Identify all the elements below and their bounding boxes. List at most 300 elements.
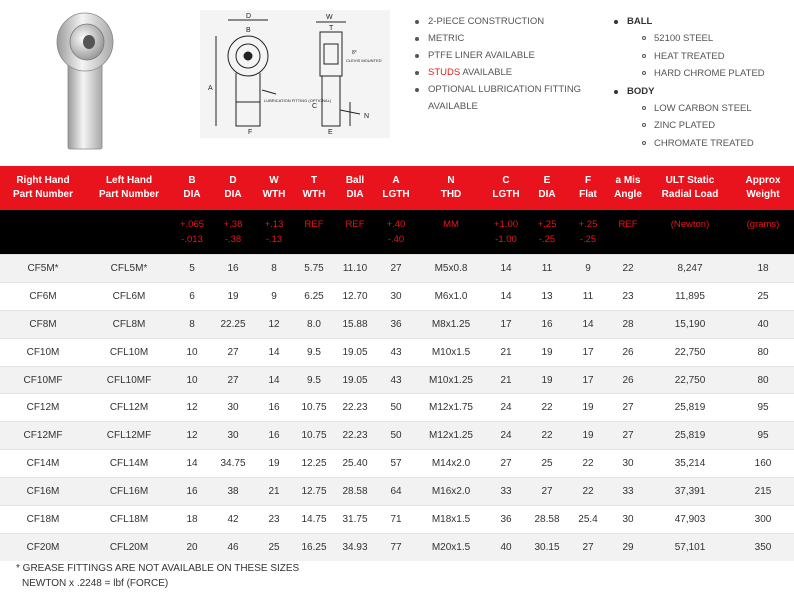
- tolerance-cell: [294, 210, 334, 255]
- table-cell: 22.25: [212, 310, 254, 338]
- table-cell: 43: [376, 338, 416, 366]
- table-cell: 30: [608, 450, 648, 478]
- table-cell: M12x1.75: [416, 394, 486, 422]
- table-row: [0, 533, 794, 560]
- feature-item: [413, 30, 613, 47]
- tolerance-line: -.40: [387, 234, 405, 245]
- drawing-label-w: W: [326, 14, 333, 21]
- table-cell: 23: [254, 506, 294, 534]
- tolerance-cell: [486, 210, 526, 255]
- right-hand-part-number: CF20M: [0, 533, 86, 560]
- column-header: [334, 166, 376, 210]
- table-cell: 18: [172, 506, 212, 534]
- spec-group-body: BODY: [612, 83, 772, 100]
- table-cell: 300: [732, 506, 794, 534]
- table-cell: 28: [608, 310, 648, 338]
- table-row: [0, 422, 794, 450]
- table-cell: 30: [608, 506, 648, 534]
- table-cell: 11,895: [648, 282, 732, 310]
- column-header-line: Radial Load: [661, 189, 719, 200]
- header-row: [0, 166, 794, 210]
- table-cell: 16.25: [294, 533, 334, 560]
- table-cell: 12: [172, 394, 212, 422]
- column-header-line: F: [584, 175, 592, 186]
- table-cell: 80: [732, 338, 794, 366]
- drawing-label-b: B: [246, 27, 251, 34]
- table-cell: 30: [376, 282, 416, 310]
- table-cell: 33: [486, 478, 526, 506]
- table-cell: 10: [172, 338, 212, 366]
- table-cell: 19: [254, 450, 294, 478]
- column-header: [212, 166, 254, 210]
- table-cell: 30.15: [526, 533, 568, 560]
- table-row: [0, 338, 794, 366]
- column-header: [86, 166, 172, 210]
- table-cell: 71: [376, 506, 416, 534]
- column-header-line: D: [229, 175, 237, 186]
- table-cell: 14: [254, 338, 294, 366]
- table-cell: 10.75: [294, 394, 334, 422]
- drawing-clevis-note: CLEVIS MOUNTED: [346, 58, 382, 63]
- table-cell: 22,750: [648, 366, 732, 394]
- table-cell: 15,190: [648, 310, 732, 338]
- right-hand-part-number: CF16M: [0, 478, 86, 506]
- tolerance-line: -.013: [181, 234, 203, 245]
- table-cell: 50: [376, 394, 416, 422]
- spec-item: 52100 STEEL: [612, 30, 772, 48]
- table-cell: 11: [568, 282, 608, 310]
- column-header-line: DIA: [224, 189, 242, 200]
- column-header-line: a Mis: [615, 175, 641, 186]
- tolerance-line: [732, 232, 794, 247]
- table-cell: 42: [212, 506, 254, 534]
- drawing-label-t: T: [329, 25, 334, 32]
- tolerance-row: [0, 210, 794, 255]
- spec-group-ball: BALL: [612, 13, 772, 30]
- table-cell: 18: [732, 255, 794, 283]
- column-header-line: Right Hand: [16, 175, 70, 186]
- column-header-line: Angle: [614, 189, 642, 200]
- table-cell: 40: [486, 533, 526, 560]
- left-hand-part-number: CFL10M: [86, 338, 172, 366]
- table-cell: 21: [486, 338, 526, 366]
- table-cell: 16: [526, 310, 568, 338]
- left-hand-part-number: CFL12MF: [86, 422, 172, 450]
- product-overview: [0, 0, 774, 166]
- tolerance-cell: [608, 210, 648, 255]
- column-header-line: DIA: [346, 189, 364, 200]
- spec-item: HARD CHROME PLATED: [612, 65, 772, 83]
- column-header: [648, 166, 732, 210]
- column-header-line: ULT Static: [665, 175, 715, 186]
- table-cell: 13: [526, 282, 568, 310]
- table-cell: 30: [212, 422, 254, 450]
- column-header-line: Ball: [345, 175, 365, 186]
- tolerance-line: -.25: [579, 234, 597, 245]
- table-cell: 95: [732, 394, 794, 422]
- table-cell: 23: [608, 282, 648, 310]
- table-cell: 9: [254, 282, 294, 310]
- column-header-line: Part Number: [12, 189, 73, 200]
- left-hand-part-number: CFL18M: [86, 506, 172, 534]
- tolerance-cell: [334, 210, 376, 255]
- table-cell: 43: [376, 366, 416, 394]
- table-cell: 16: [212, 255, 254, 283]
- tolerance-line: [0, 217, 86, 232]
- table-cell: 25.4: [568, 506, 608, 534]
- tolerance-cell: [732, 210, 794, 255]
- table-cell: 25,819: [648, 422, 732, 450]
- table-cell: 6.25: [294, 282, 334, 310]
- tolerance-line: [294, 232, 334, 247]
- tolerance-line: (Newton): [670, 219, 710, 230]
- tolerance-line: -.13: [265, 234, 283, 245]
- table-cell: 57,101: [648, 533, 732, 560]
- table-cell: 14: [254, 366, 294, 394]
- table-cell: 12.75: [294, 478, 334, 506]
- table-cell: 22: [568, 450, 608, 478]
- table-cell: 16: [254, 394, 294, 422]
- table-cell: 25: [254, 533, 294, 560]
- feature-item: [413, 47, 613, 64]
- column-header: [376, 166, 416, 210]
- right-hand-part-number: CF18M: [0, 506, 86, 534]
- table-cell: 17: [568, 366, 608, 394]
- table-cell: 21: [254, 478, 294, 506]
- column-header: [254, 166, 294, 210]
- spec-item: LOW CARBON STEEL: [612, 100, 772, 118]
- table-cell: M18x1.5: [416, 506, 486, 534]
- column-header-line: LGTH: [382, 189, 410, 200]
- tolerance-line: [86, 232, 172, 247]
- table-cell: 21: [486, 366, 526, 394]
- table-cell: 25: [732, 282, 794, 310]
- tolerance-cell: [376, 210, 416, 255]
- tolerance-cell: [568, 210, 608, 255]
- table-cell: 22,750: [648, 338, 732, 366]
- table-cell: 25: [526, 450, 568, 478]
- left-hand-part-number: CFL5M*: [86, 255, 172, 283]
- table-cell: 22: [526, 422, 568, 450]
- tolerance-line: [416, 232, 486, 247]
- table-cell: 15.88: [334, 310, 376, 338]
- table-cell: 14: [172, 450, 212, 478]
- table-cell: 8.0: [294, 310, 334, 338]
- tolerance-line: -.25: [538, 234, 556, 245]
- column-header-line: A: [392, 175, 400, 186]
- tolerance-line: -1.00: [495, 234, 517, 245]
- table-row: [0, 506, 794, 534]
- tolerance-cell: [212, 210, 254, 255]
- table-cell: 47,903: [648, 506, 732, 534]
- table-cell: M5x0.8: [416, 255, 486, 283]
- table-cell: 22.23: [334, 394, 376, 422]
- table-cell: 25,819: [648, 394, 732, 422]
- table-cell: 50: [376, 422, 416, 450]
- table-cell: 6: [172, 282, 212, 310]
- column-header: [172, 166, 212, 210]
- table-cell: 16: [254, 422, 294, 450]
- dimension-drawing: [200, 10, 390, 138]
- table-cell: M6x1.0: [416, 282, 486, 310]
- table-cell: 28.58: [526, 506, 568, 534]
- table-cell: 19: [568, 394, 608, 422]
- table-cell: 14: [486, 255, 526, 283]
- left-hand-part-number: CFL16M: [86, 478, 172, 506]
- table-cell: 11: [526, 255, 568, 283]
- tolerance-line: REF: [304, 219, 324, 230]
- left-hand-part-number: CFL8M: [86, 310, 172, 338]
- table-cell: 34.75: [212, 450, 254, 478]
- table-cell: 27: [608, 422, 648, 450]
- table-cell: 22: [608, 255, 648, 283]
- left-hand-part-number: CFL12M: [86, 394, 172, 422]
- table-cell: 19: [526, 338, 568, 366]
- tolerance-cell: [254, 210, 294, 255]
- drawing-lube-note: LUBRICATION FITTING (OPTIONAL): [264, 98, 332, 103]
- table-cell: 27: [212, 366, 254, 394]
- table-cell: 19: [568, 422, 608, 450]
- feature-text: PTFE LINER AVAILABLE: [428, 50, 535, 61]
- table-cell: 14: [568, 310, 608, 338]
- table-cell: 27: [526, 478, 568, 506]
- table-cell: 80: [732, 366, 794, 394]
- column-header: [732, 166, 794, 210]
- column-header: [486, 166, 526, 210]
- column-header-line: Flat: [579, 189, 597, 200]
- table-cell: 26: [608, 366, 648, 394]
- table-cell: M12x1.25: [416, 422, 486, 450]
- table-cell: M16x2.0: [416, 478, 486, 506]
- right-hand-part-number: CF12MF: [0, 422, 86, 450]
- table-cell: 27: [608, 394, 648, 422]
- table-row: [0, 282, 794, 310]
- tolerance-line: REF: [618, 219, 638, 230]
- table-cell: 22: [526, 394, 568, 422]
- table-cell: 24: [486, 394, 526, 422]
- table-cell: 27: [486, 450, 526, 478]
- tolerance-line: [0, 232, 86, 247]
- table-row: [0, 310, 794, 338]
- column-header-line: Part Number: [98, 189, 159, 200]
- table-cell: 22.23: [334, 422, 376, 450]
- tolerance-line: [608, 232, 648, 247]
- drawing-label-f: F: [248, 129, 253, 136]
- tolerance-line: -.38: [224, 234, 242, 245]
- table-cell: 350: [732, 533, 794, 560]
- column-header: [416, 166, 486, 210]
- right-hand-part-number: CF10MF: [0, 366, 86, 394]
- table-cell: 19.05: [334, 338, 376, 366]
- table-cell: 24: [486, 422, 526, 450]
- right-hand-part-number: CF6M: [0, 282, 86, 310]
- table-cell: 9: [568, 255, 608, 283]
- tolerance-cell: [0, 210, 86, 255]
- table-cell: 17: [486, 310, 526, 338]
- table-cell: 46: [212, 533, 254, 560]
- table-cell: 57: [376, 450, 416, 478]
- table-cell: 64: [376, 478, 416, 506]
- tolerance-line: +.065: [179, 219, 205, 230]
- tolerance-line: [86, 217, 172, 232]
- table-cell: 29: [608, 533, 648, 560]
- table-cell: M8x1.25: [416, 310, 486, 338]
- table-cell: 9.5: [294, 366, 334, 394]
- right-hand-part-number: CF14M: [0, 450, 86, 478]
- table-cell: 160: [732, 450, 794, 478]
- table-cell: M10x1.5: [416, 338, 486, 366]
- table-cell: 28.58: [334, 478, 376, 506]
- right-hand-part-number: CF10M: [0, 338, 86, 366]
- table-cell: 38: [212, 478, 254, 506]
- table-cell: 40: [732, 310, 794, 338]
- column-header-line: THD: [440, 189, 462, 200]
- tolerance-line: +.13: [264, 219, 284, 230]
- table-cell: 14.75: [294, 506, 334, 534]
- rod-end-photo: [55, 8, 115, 150]
- table-cell: 12.25: [294, 450, 334, 478]
- drawing-label-c: C: [312, 103, 318, 110]
- column-header: [568, 166, 608, 210]
- spec-item: HEAT TREATED: [612, 48, 772, 66]
- column-header-line: E: [543, 175, 551, 186]
- feature-text: OPTIONAL LUBRICATION FITTING AVAILABLE: [428, 84, 582, 112]
- feature-text: 2-PIECE CONSTRUCTION: [428, 16, 545, 27]
- drawing-label-a: A: [208, 85, 213, 92]
- table-cell: 20: [172, 533, 212, 560]
- tolerance-line: +.38: [223, 219, 243, 230]
- column-header-line: Weight: [746, 189, 780, 200]
- table-cell: 8,247: [648, 255, 732, 283]
- table-cell: 215: [732, 478, 794, 506]
- table-cell: 16: [172, 478, 212, 506]
- left-hand-part-number: CFL14M: [86, 450, 172, 478]
- tolerance-cell: [526, 210, 568, 255]
- column-header-line: Left Hand: [105, 175, 153, 186]
- table-cell: 8: [254, 255, 294, 283]
- tolerance-line: [334, 232, 376, 247]
- feature-list: [413, 13, 613, 115]
- table-cell: 30: [212, 394, 254, 422]
- table-cell: 27: [568, 533, 608, 560]
- part-dimensions-table: [0, 166, 794, 561]
- column-header-line: N: [447, 175, 455, 186]
- table-cell: 77: [376, 533, 416, 560]
- table-cell: 11.10: [334, 255, 376, 283]
- tolerance-line: REF: [345, 219, 365, 230]
- table-cell: 8: [172, 310, 212, 338]
- column-header-line: WTH: [262, 189, 286, 200]
- table-cell: 36: [376, 310, 416, 338]
- feature-item: [413, 13, 613, 30]
- spec-item: CHROMATE TREATED: [612, 135, 772, 153]
- table-cell: 37,391: [648, 478, 732, 506]
- table-cell: 27: [212, 338, 254, 366]
- material-specs: [612, 13, 772, 152]
- tolerance-cell: [86, 210, 172, 255]
- table-cell: 36: [486, 506, 526, 534]
- left-hand-part-number: CFL20M: [86, 533, 172, 560]
- table-cell: 12: [172, 422, 212, 450]
- right-hand-part-number: CF8M: [0, 310, 86, 338]
- studs-link[interactable]: STUDS: [428, 67, 461, 78]
- table-row: [0, 255, 794, 283]
- column-header-line: C: [502, 175, 510, 186]
- table-cell: 12: [254, 310, 294, 338]
- column-header-line: B: [188, 175, 196, 186]
- tolerance-cell: [648, 210, 732, 255]
- table-cell: 26: [608, 338, 648, 366]
- column-header-line: LGTH: [492, 189, 520, 200]
- footnotes: [16, 561, 299, 591]
- table-row: [0, 478, 794, 506]
- grease-note: * GREASE FITTINGS ARE NOT AVAILABLE ON THESE SIZES: [16, 563, 300, 574]
- table-cell: 95: [732, 422, 794, 450]
- table-cell: 14: [486, 282, 526, 310]
- drawing-label-n: N: [364, 113, 370, 120]
- table-cell: 33: [608, 478, 648, 506]
- column-header: [526, 166, 568, 210]
- table-cell: 19.05: [334, 366, 376, 394]
- right-hand-part-number: CF5M*: [0, 255, 86, 283]
- table-row: [0, 394, 794, 422]
- tolerance-line: +1.00: [493, 219, 519, 230]
- tolerance-line: +.25: [537, 219, 557, 230]
- spec-item: ZINC PLATED: [612, 117, 772, 135]
- feature-text: AVAILABLE: [460, 67, 513, 78]
- table-cell: 31.75: [334, 506, 376, 534]
- tolerance-line: MM: [443, 219, 459, 230]
- table-cell: M14x2.0: [416, 450, 486, 478]
- tolerance-line: [648, 232, 732, 247]
- table-cell: M10x1.25: [416, 366, 486, 394]
- table-cell: 9.5: [294, 338, 334, 366]
- column-header-line: WTH: [302, 189, 326, 200]
- tolerance-cell: [172, 210, 212, 255]
- left-hand-part-number: CFL10MF: [86, 366, 172, 394]
- feature-item: [413, 64, 613, 81]
- column-header-line: Approx: [745, 175, 781, 186]
- table-cell: M20x1.5: [416, 533, 486, 560]
- tolerance-line: +.40: [386, 219, 406, 230]
- column-header: [0, 166, 86, 210]
- table-body: [0, 255, 794, 561]
- table-cell: 5.75: [294, 255, 334, 283]
- drawing-angle-note: 8°: [352, 50, 357, 56]
- drawing-label-e: E: [328, 129, 333, 136]
- table-row: [0, 366, 794, 394]
- table-cell: 10: [172, 366, 212, 394]
- table-cell: 10.75: [294, 422, 334, 450]
- table-cell: 19: [212, 282, 254, 310]
- conversion-note: NEWTON x .2248 = lbf (FORCE): [22, 578, 169, 589]
- table-cell: 12.70: [334, 282, 376, 310]
- feature-item: [413, 81, 613, 115]
- table-cell: 27: [376, 255, 416, 283]
- table-cell: 22: [568, 478, 608, 506]
- column-header-line: DIA: [183, 189, 201, 200]
- column-header: [608, 166, 648, 210]
- table-cell: 35,214: [648, 450, 732, 478]
- drawing-label-d: D: [246, 13, 252, 20]
- left-hand-part-number: CFL6M: [86, 282, 172, 310]
- tolerance-cell: [416, 210, 486, 255]
- column-header: [294, 166, 334, 210]
- table-cell: 25.40: [334, 450, 376, 478]
- column-header-line: W: [269, 175, 279, 186]
- table-cell: 17: [568, 338, 608, 366]
- feature-text: METRIC: [428, 33, 465, 44]
